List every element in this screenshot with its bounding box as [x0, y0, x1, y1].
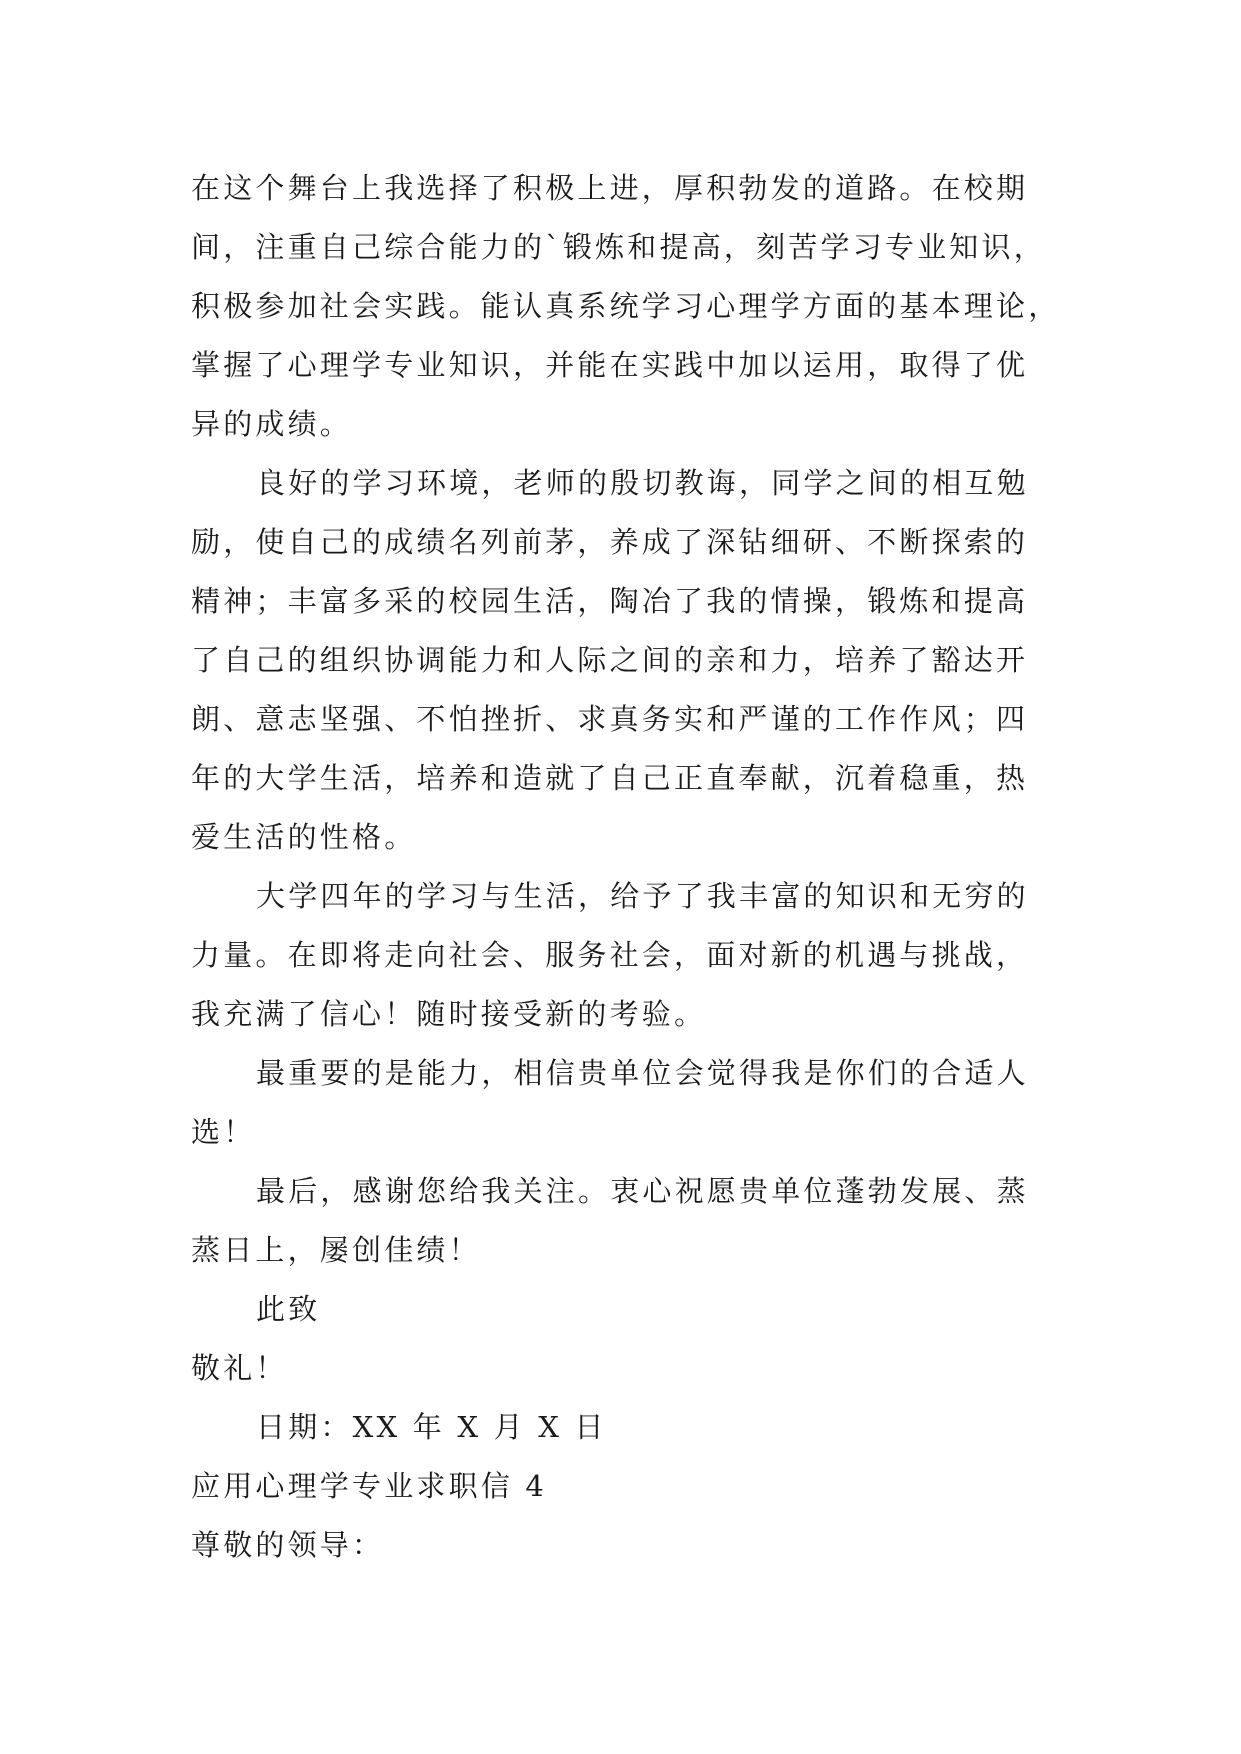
paragraph-3-line-1: 大学四年的学习与生活，给予了我丰富的知识和无穷的 [256, 879, 1029, 913]
closing-salutation: 此致 [256, 1292, 321, 1326]
next-letter-title: 应用心理学专业求职信 4 [191, 1469, 548, 1503]
paragraph-4-line-2: 选！ [191, 1115, 256, 1149]
paragraph-2-line-2: 励，使自己的成绩名列前茅，养成了深钻细研、不断探索的 [191, 525, 1029, 559]
paragraph-2-line-7: 爱生活的性格。 [191, 820, 417, 854]
paragraph-2-line-3: 精神；丰富多采的校园生活，陶冶了我的情操，锻炼和提高 [191, 584, 1029, 618]
paragraph-1-line-2: 间，注重自己综合能力的`锻炼和提高，刻苦学习专业知识， [191, 230, 1046, 264]
date-line: 日期：XX 年 X 月 X 日 [256, 1410, 607, 1444]
paragraph-1-line-5: 异的成绩。 [191, 407, 353, 441]
next-letter-greeting: 尊敬的领导： [191, 1528, 385, 1562]
paragraph-2-line-4: 了自己的组织协调能力和人际之间的亲和力，培养了豁达开 [191, 643, 1029, 677]
paragraph-5-line-2: 蒸日上，屡创佳绩！ [191, 1233, 481, 1267]
paragraph-5-line-1: 最后，感谢您给我关注。衷心祝愿贵单位蓬勃发展、蒸 [256, 1174, 1029, 1208]
paragraph-3-line-2: 力量。在即将走向社会、服务社会，面对新的机遇与挑战， [191, 938, 1029, 972]
paragraph-2-line-1: 良好的学习环境，老师的殷切教诲，同学之间的相互勉 [256, 466, 1029, 500]
paragraph-1-line-3: 积极参加社会实践。能认真系统学习心理学方面的基本理论， [191, 289, 1061, 323]
paragraph-2-line-6: 年的大学生活，培养和造就了自己正直奉献，沉着稳重，热 [191, 761, 1029, 795]
paragraph-4-line-1: 最重要的是能力，相信贵单位会觉得我是你们的合适人 [256, 1056, 1029, 1090]
paragraph-1-line-4: 掌握了心理学专业知识，并能在实践中加以运用，取得了优 [191, 348, 1029, 382]
paragraph-1-line-1: 在这个舞台上我选择了积极上进，厚积勃发的道路。在校期 [191, 171, 1029, 205]
paragraph-3-line-3: 我充满了信心！随时接受新的考验。 [191, 997, 707, 1031]
paragraph-2-line-5: 朗、意志坚强、不怕挫折、求真务实和严谨的工作作风；四 [191, 702, 1029, 736]
closing-regards: 敬礼！ [191, 1351, 288, 1385]
